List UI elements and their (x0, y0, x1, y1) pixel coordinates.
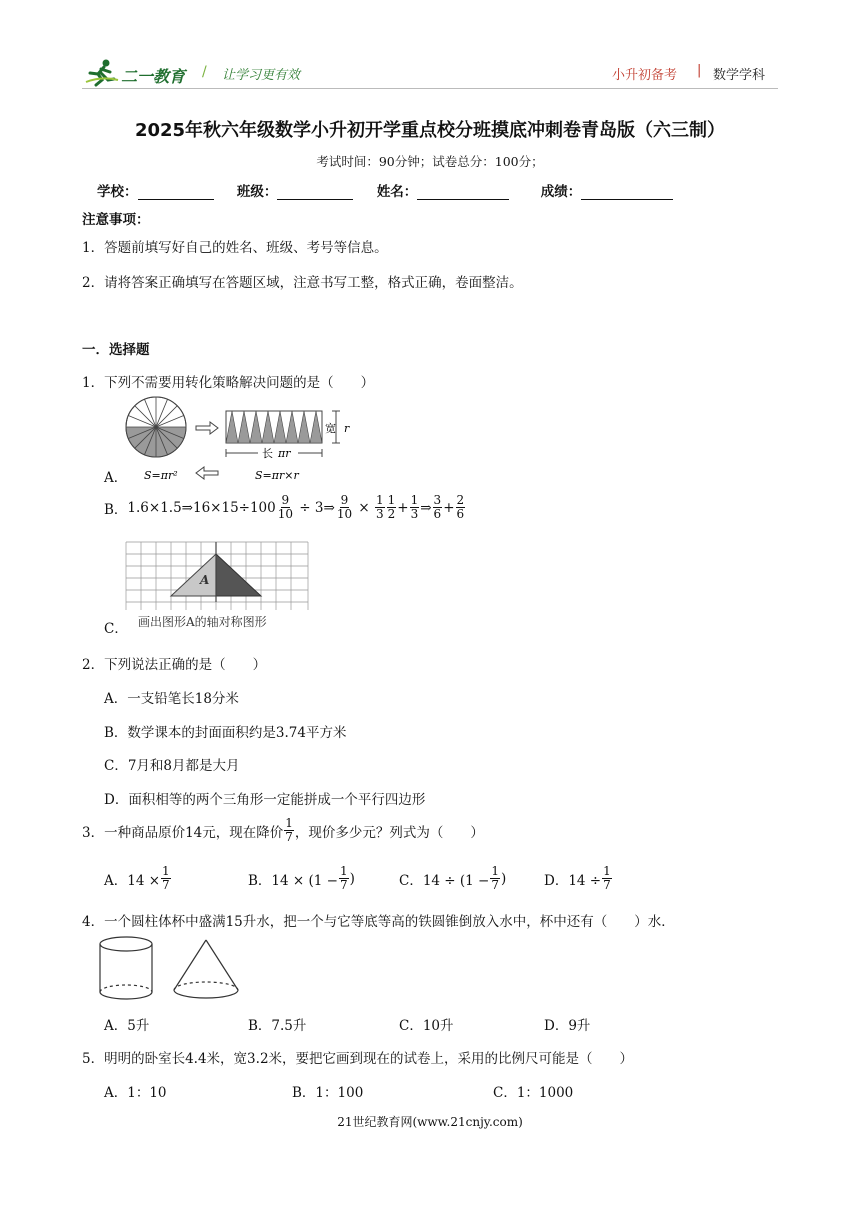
circle-area-formula: S=πr² (144, 469, 178, 482)
q4-option: C．10升 (399, 1018, 454, 1034)
fraction-1-7: $\frac{1}{7}$ (603, 864, 611, 892)
fraction-3-6: $\frac{3}{6}$ (433, 493, 442, 521)
q3-stem-part-a: 3．一种商品原价14元，现在降价 (82, 824, 284, 841)
q5-option: C．1：1000 (493, 1085, 574, 1101)
question-2-stem: 2．下列说法正确的是（ ） (82, 657, 267, 673)
question-3-stem (82, 817, 484, 844)
fraction-1-7: $\frac{1}{7}$ (162, 864, 170, 892)
circle-to-rectangle-figure (122, 393, 350, 485)
name-blank[interactable] (417, 185, 509, 200)
page-footer: 21世纪教育网(www.21cnjy.com) (337, 1115, 523, 1129)
fraction-1-3: $\frac{1}{3}$ (410, 493, 419, 521)
fraction-1-2: $\frac{1}{2}$ (387, 493, 396, 521)
question-1-stem: 1．下列不需要用转化策略解决问题的是（ ） (82, 375, 375, 391)
school-blank[interactable] (138, 185, 214, 200)
q4-option: B．7.5升 (248, 1018, 307, 1034)
score-label: 成绩： (540, 184, 582, 200)
shape-a-right-half (216, 554, 261, 596)
q4-option: D．9升 (544, 1018, 591, 1034)
runner-logo-icon (84, 58, 120, 86)
grid-symmetry-figure (126, 538, 310, 634)
question-4-stem: 4．一个圆柱体杯中盛满15升水，把一个与它等底等高的铁圆锥倒放入水中，杯中还有（ ）水． (82, 914, 675, 930)
cylinder-icon (100, 937, 152, 999)
rect-area-formula: S=πr×r (255, 469, 299, 482)
cone-icon (174, 940, 238, 998)
sectored-circle-icon (126, 397, 186, 457)
slogan: 让学习更有效 (222, 68, 301, 83)
q2-option: C．7月和8月都是大月 (104, 758, 240, 774)
section-heading: 一．选择题 (82, 342, 150, 358)
q3-option-d-text: D．14 ÷ (544, 872, 602, 889)
note-item: 2．请将答案正确填写在答题区域，注意书写工整，格式正确，卷面整洁。 (82, 275, 523, 291)
grid-caption: 画出图形A的轴对称图形 (138, 615, 267, 629)
name-label: 姓名： (376, 184, 418, 200)
cylinder-cone-figure (98, 934, 250, 1004)
q5-option: A．1：10 (104, 1085, 167, 1101)
q3-option-c: C．14 ÷ (1 − $\frac{1}{7}$ ) (399, 864, 507, 892)
header-category: 小升初备考 (612, 68, 678, 83)
page-title: 2025年秋六年级数学小升初开学重点校分班摸底冲刺卷青岛版（六三制） (134, 120, 726, 141)
q2-option: B．数学课本的封面面积约是3.74平方米 (104, 725, 347, 741)
q1-option-b: B． 1.6×1.5⇒16×15÷100 $\frac{9}{10}$ ÷ 3⇒ $\frac{9}{10}$ × $\frac{1}{3}$ $\frac{1}{2}$ + $\frac{1}{3}$ ⇒ $\frac{3}{6}$ + $\frac{2}{6}$ (104, 493, 465, 521)
q3-stem-part-b: ，现价多少元？列式为（ ） (294, 824, 484, 841)
header-rule (82, 88, 778, 89)
logo-text: 二一教育 (121, 67, 186, 86)
notes-heading: 注意事项： (82, 212, 150, 228)
q3-option-d (544, 865, 613, 892)
q1-option-c-label: C． (104, 621, 128, 637)
q5-option: B．1：100 (292, 1085, 364, 1101)
q3-option-c-text: C．14 ÷ (1 − (399, 872, 490, 889)
slogan-divider: / (202, 64, 207, 80)
q2-option: D．面积相等的两个三角形一定能拼成一个平行四边形 (104, 792, 426, 808)
fraction-9-10: $\frac{9}{10}$ (336, 493, 353, 521)
q3-option-a (104, 865, 172, 892)
r-label: r (344, 422, 350, 435)
exam-info: 考试时间：90分钟；试卷总分：100分； (316, 154, 544, 169)
class-label: 班级： (236, 184, 278, 200)
q3-option-b-text: B．14 × (1 − (248, 872, 338, 889)
arrow-right-icon (196, 422, 218, 434)
q1-option-a-label: A． (104, 470, 128, 486)
shape-a-label: A (200, 573, 210, 587)
arrow-left-icon (196, 467, 218, 479)
pir-label: πr (278, 447, 291, 460)
note-item: 1．答题前填写好自己的姓名、班级、考号等信息。 (82, 240, 388, 256)
fraction-9-10: $\frac{9}{10}$ (277, 493, 294, 521)
score-blank[interactable] (581, 185, 673, 200)
q1-option-b-text: 1.6×1.5⇒16×15÷100 (127, 499, 276, 516)
q2-option: A．一支铅笔长18分米 (104, 691, 239, 707)
question-5-stem: 5．明明的卧室长4.4米，宽3.2米，要把它画到现在的试卷上，采用的比例尺可能是（ ） (82, 1051, 634, 1067)
info-fields (97, 180, 673, 200)
length-label: 长 (262, 447, 273, 460)
q3-option-a-text: A．14 × (104, 872, 161, 889)
header-separator: | (697, 63, 702, 78)
header-subject: 数学学科 (713, 68, 766, 83)
fraction-1-7: $\frac{1}{7}$ (491, 864, 500, 892)
fraction-2-6: $\frac{2}{6}$ (456, 493, 465, 521)
width-label: 宽 (325, 422, 336, 435)
q1-option-b-label: B． (104, 501, 128, 518)
class-blank[interactable] (277, 185, 353, 200)
q3-option-b: B．14 × (1 − $\frac{1}{7}$ ) (248, 864, 355, 892)
fraction-1-7: $\frac{1}{7}$ (339, 864, 348, 892)
fraction-1-3: $\frac{1}{3}$ (376, 493, 384, 521)
fraction-1-7: $\frac{1}{7}$ (285, 816, 293, 844)
rectangle-strip-icon (226, 411, 322, 443)
q4-option: A．5升 (104, 1018, 150, 1034)
school-label: 学校： (97, 184, 138, 200)
